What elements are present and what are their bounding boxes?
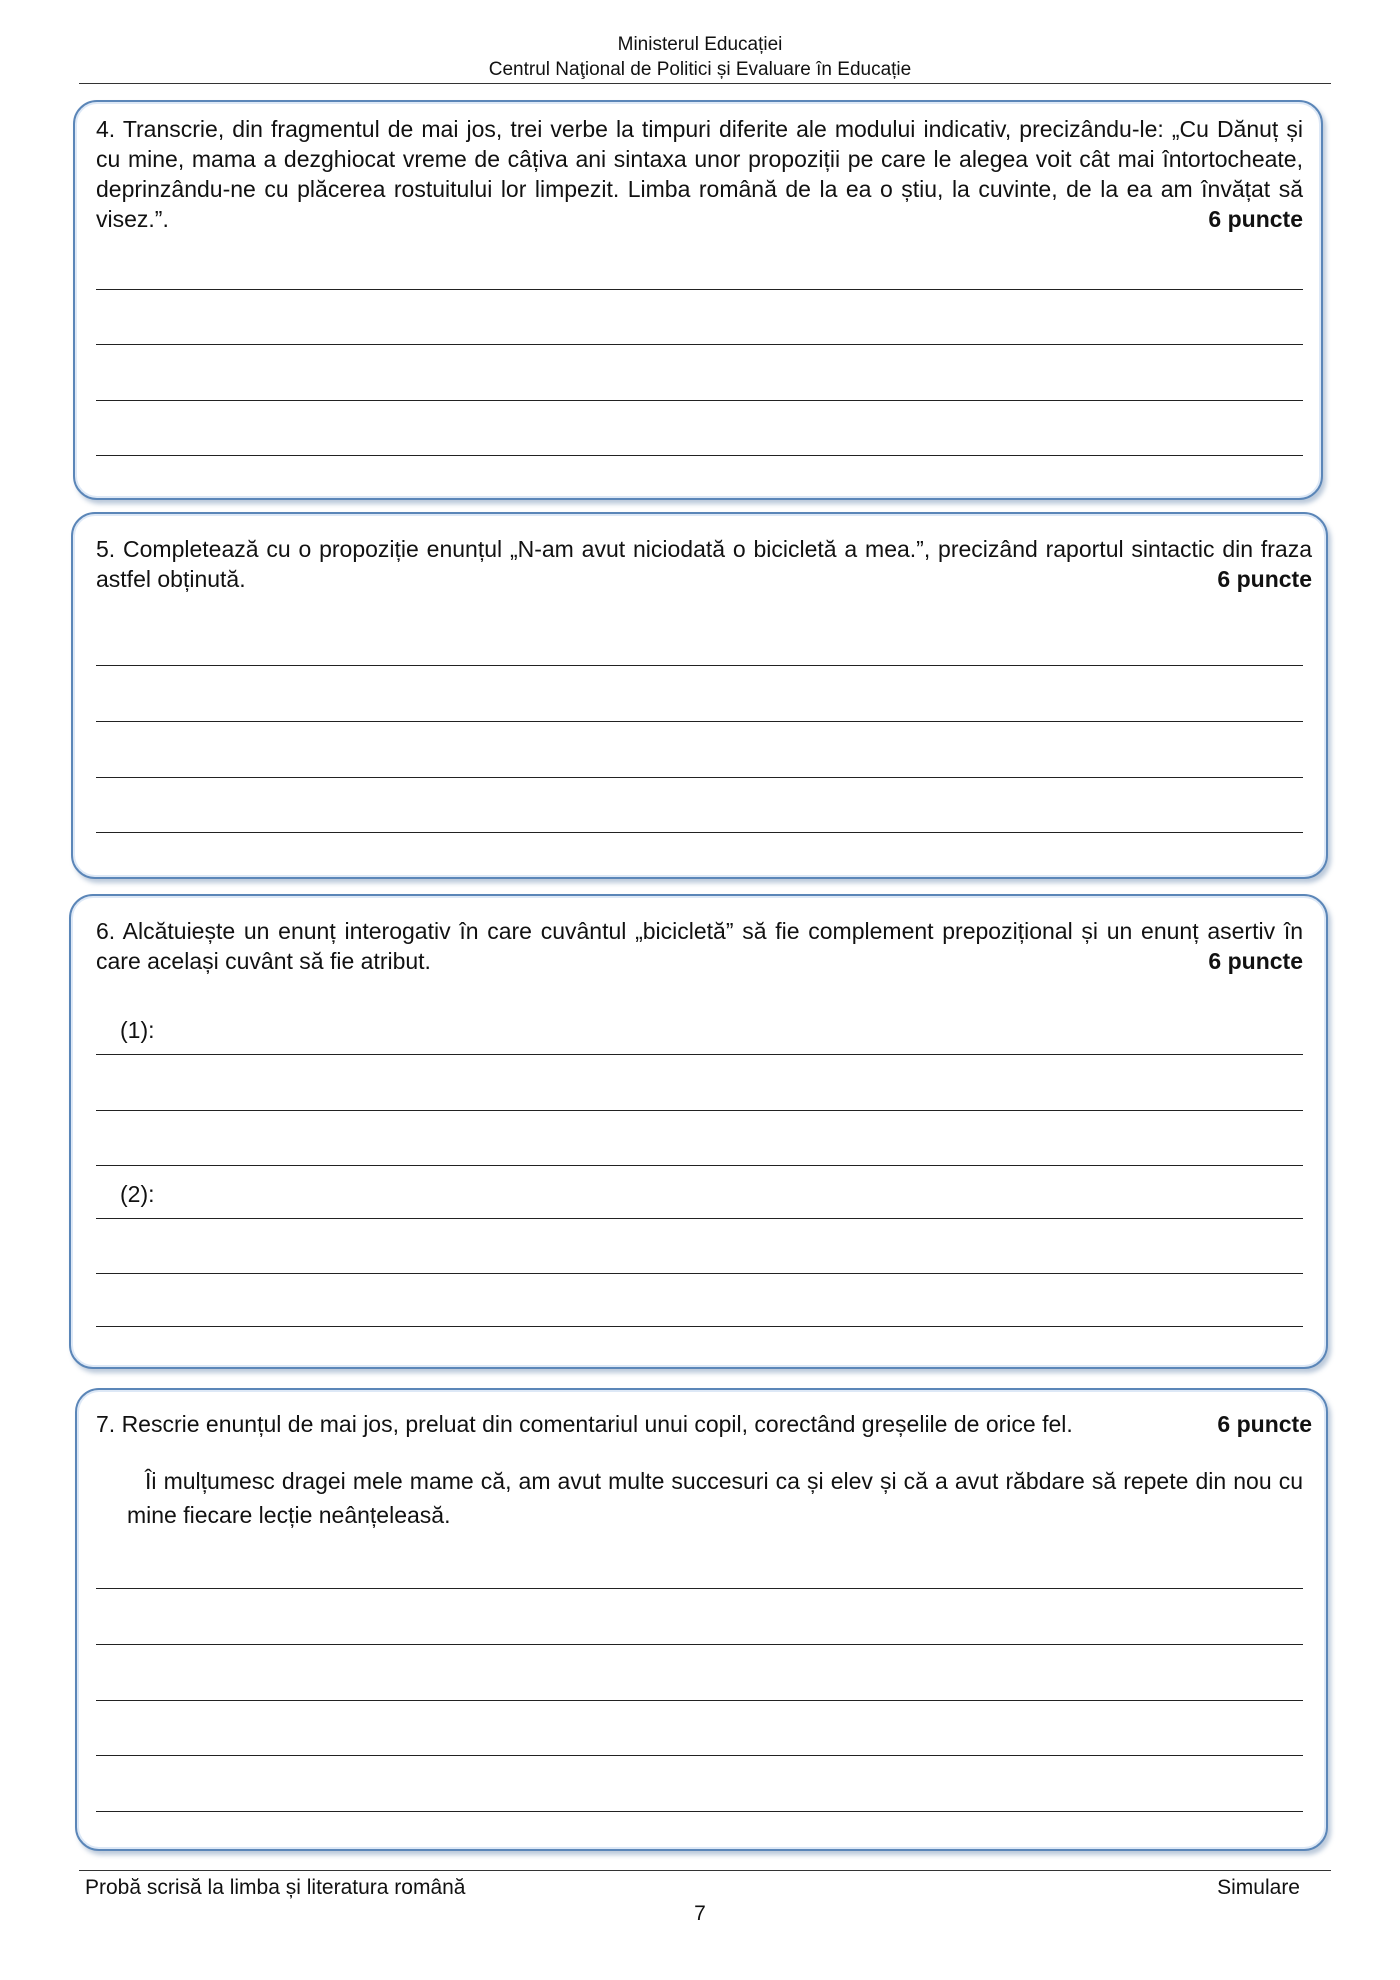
question-6-text: 6. Alcătuiește un enunț interogativ în care cuvântul „bicicletă” să fie complement prepozițional și un enunț asertiv în care același cuvânt să fie atribut. 6 puncte: [96, 918, 1303, 974]
footer-exam-type: Simulare: [1217, 1876, 1300, 1899]
answer-line[interactable]: [96, 400, 1303, 401]
answer-line[interactable]: [96, 1273, 1303, 1274]
question-7-box: [75, 1388, 1328, 1851]
center-name: Centrul Naţional de Politici și Evaluare în Educație: [488, 59, 912, 80]
question-7-points: 6 puncte: [1217, 1411, 1312, 1437]
question-4-points: 6 puncte: [1208, 206, 1303, 232]
answer-line[interactable]: [96, 1588, 1303, 1589]
answer-line[interactable]: [96, 1700, 1303, 1701]
quoted-sentence: Îi mulțumesc dragei mele mame că, am avut multe succesuri ca și elev și că a avut răbdare să repete din nou cu mine fiecare lecție neânțeleasă.: [127, 1468, 1303, 1528]
page-number: 7: [694, 1902, 706, 1925]
answer-line[interactable]: [96, 1110, 1303, 1111]
answer-line[interactable]: [96, 1326, 1303, 1327]
answer-line[interactable]: [96, 665, 1303, 666]
header-divider: [79, 83, 1331, 84]
question-6-points: 6 puncte: [1208, 948, 1303, 974]
answer-line[interactable]: [96, 1054, 1303, 1055]
footer-exam-title: Probă scrisă la limba și literatura română: [85, 1876, 466, 1899]
answer-line[interactable]: [96, 455, 1303, 456]
answer-line[interactable]: [96, 1644, 1303, 1645]
answer-label-2: (2):: [120, 1181, 155, 1207]
answer-label-1: (1):: [120, 1017, 155, 1043]
answer-line[interactable]: [96, 1165, 1303, 1166]
question-7-text: 7. Rescrie enunțul de mai jos, preluat din comentariul unui copil, corectând greșelile de orice fel. 6 puncte: [96, 1411, 1312, 1437]
answer-line[interactable]: [96, 1218, 1303, 1219]
answer-line[interactable]: [96, 1811, 1303, 1812]
question-5-points: 6 puncte: [1217, 566, 1312, 592]
question-5-text: 5. Completează cu o propoziție enunțul „N-am avut niciodată o bicicletă a mea.”, precizând raportul sintactic din fraza astfel obținută. 6 puncte: [96, 536, 1312, 592]
answer-line[interactable]: [96, 289, 1303, 290]
footer-divider: [79, 1870, 1331, 1871]
answer-line[interactable]: [96, 1755, 1303, 1756]
answer-line[interactable]: [96, 777, 1303, 778]
ministry-name: Ministerul Educației: [617, 34, 783, 55]
document-header: [0, 32, 1400, 82]
answer-line[interactable]: [96, 832, 1303, 833]
answer-line[interactable]: [96, 721, 1303, 722]
question-4-text: 4. Transcrie, din fragmentul de mai jos, trei verbe la timpuri diferite ale modului indicativ, precizându-le: „Cu Dănuț și cu mine, mama a dezghiocat vreme de câțiva ani sintaxa unor propoziții pe care le alegea voit cât mai întortocheate, deprinzându-ne cu plăcerea rostuitului lor limpezit. Limba română de la ea o știu, la cuvinte, de la ea am învățat să visez.”. 6 puncte: [96, 116, 1303, 232]
answer-line[interactable]: [96, 344, 1303, 345]
